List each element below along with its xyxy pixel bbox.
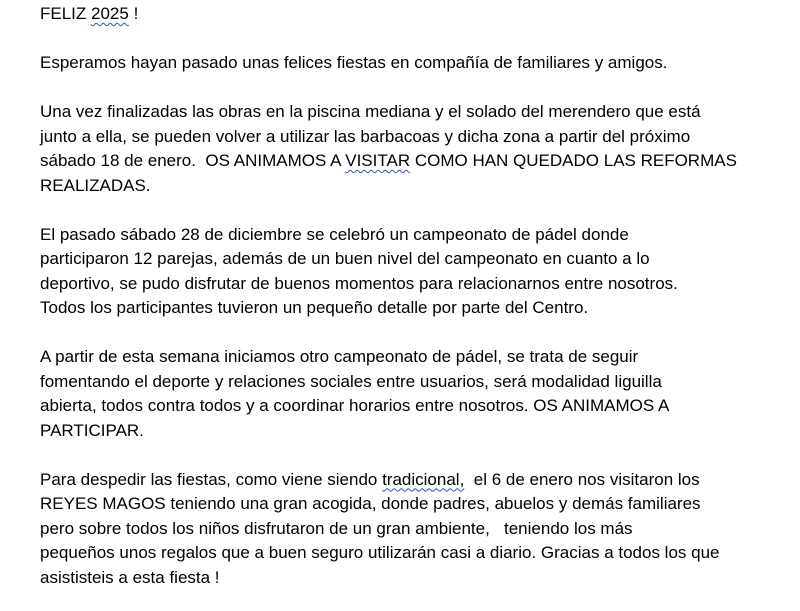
paragraph-2-line-3-b: VISITAR <box>345 151 411 170</box>
paragraph-2-line-4: REALIZADAS. <box>40 175 151 195</box>
document-body <box>40 0 780 590</box>
paragraph-3-line-2: participaron 12 parejas, además de un buen nivel del campeonato en cuanto a lo <box>40 249 650 268</box>
title-year: 2025 <box>91 4 129 23</box>
paragraph-2-line-2: junto a ella, se pueden volver a utilizar las barbacoas y dicha zona a partir del próximo <box>40 126 691 146</box>
paragraph-3-line-3: deportivo, se pudo disfrutar de buenos momentos para relacionarnos entre nosotros. <box>40 273 678 293</box>
paragraph-4-line-4: PARTICIPAR. <box>40 420 144 440</box>
paragraph-3 <box>40 223 780 321</box>
paragraph-3-line-4: Todos los participantes tuvieron un pequeño detalle por parte del Centro. <box>40 298 589 317</box>
paragraph-2-line-1: Una vez finalizadas las obras en la piscina mediana y el solado del merendero que está <box>40 102 701 121</box>
title-suffix: ! <box>128 4 139 23</box>
title-prefix: FELIZ <box>40 4 92 23</box>
paragraph-5-line-4: pequeños unos regalos que a buen seguro utilizarán casi a diario. Gracias a todos los que <box>40 543 720 562</box>
paragraph-4-line-2: fomentando el deporte y relaciones sociales entre usuarios, será modalidad liguilla <box>40 371 662 391</box>
paragraph-4-line-3: abierta, todos contra todos y a coordinar horarios entre nosotros. OS ANIMAMOS A <box>40 396 670 415</box>
paragraph-4 <box>40 345 780 443</box>
paragraph-2-line-3-a: sábado 18 de enero. OS ANIMAMOS A <box>40 151 346 170</box>
greeting-title <box>40 2 780 27</box>
paragraph-1: Esperamos hayan pasado unas felices fiestas en compañía de familiares y amigos. <box>40 53 668 72</box>
paragraph-4-line-1: A partir de esta semana iniciamos otro campeonato de pádel, se trata de seguir <box>40 347 639 366</box>
paragraph-2 <box>40 100 780 198</box>
paragraph-2-line-3 <box>40 149 780 174</box>
paragraph-5 <box>40 468 780 591</box>
paragraph-5-line-1-b: tradicional, <box>382 469 465 489</box>
paragraph-2-line-3-c: COMO HAN QUEDADO LAS REFORMAS <box>410 151 737 170</box>
paragraph-5-line-5: asististeis a esta fiesta ! <box>40 567 220 587</box>
paragraph-5-line-1 <box>40 468 780 493</box>
paragraph-5-line-1-c: el 6 de enero nos visitaron los <box>464 469 700 489</box>
paragraph-5-line-2: REYES MAGOS teniendo una gran acogida, donde padres, abuelos y demás familiares <box>40 494 701 513</box>
paragraph-5-line-1-a: Para despedir las fiestas, como viene siendo <box>40 469 383 489</box>
paragraph-5-line-3: pero sobre todos los niños disfrutaron de un gran ambiente, teniendo los más <box>40 518 633 538</box>
paragraph-3-line-1: El pasado sábado 28 de diciembre se celebró un campeonato de pádel donde <box>40 224 629 244</box>
